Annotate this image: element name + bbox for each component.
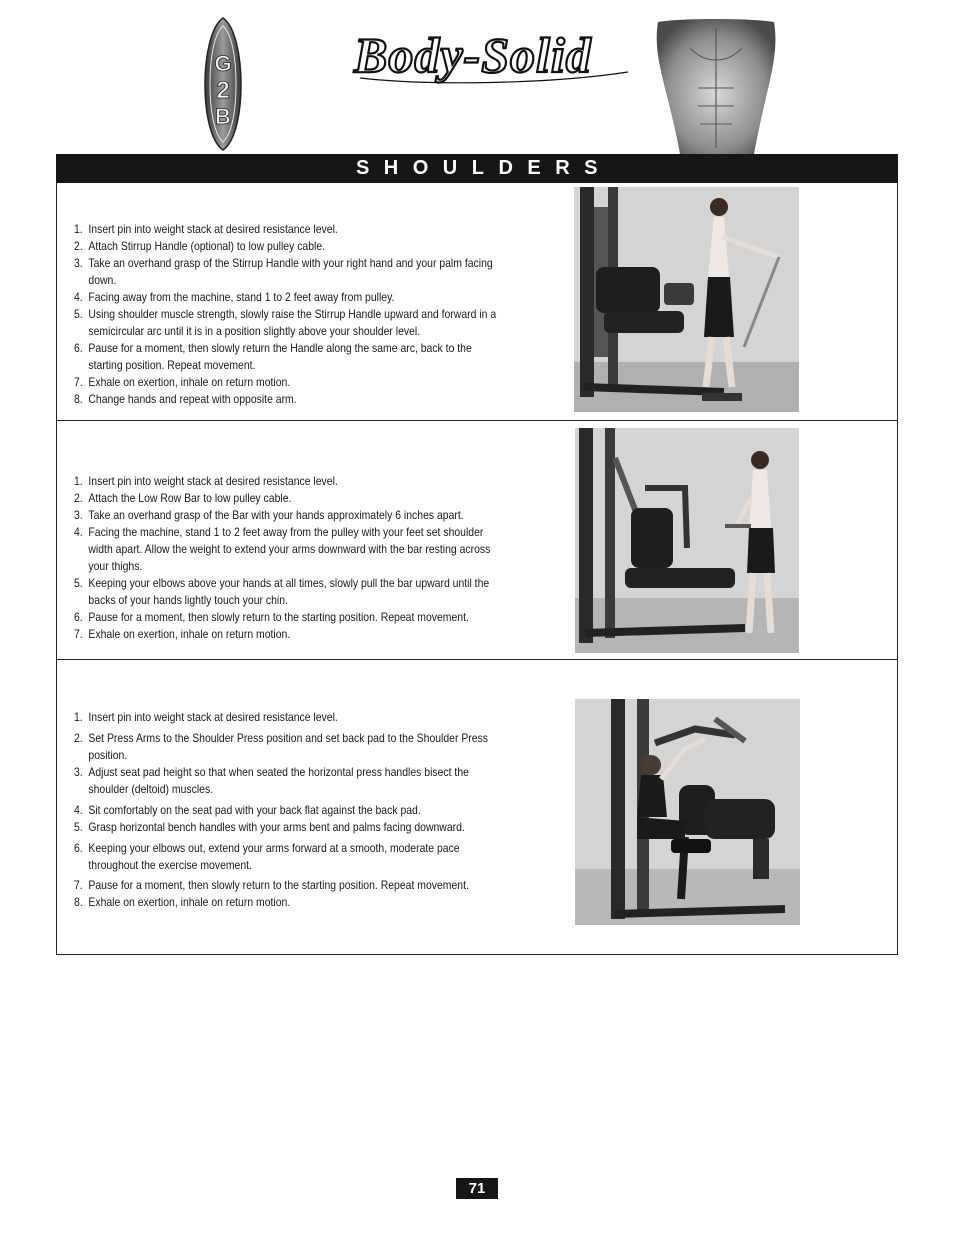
step-item: 4. Facing away from the machine, stand 1 to 2 feet away from pulley. [74,291,395,304]
step-item: 5. Using shoulder muscle strength, slowly raise the Stirrup Handle upward and forward in a semicircular arc until it is in a position slightly above your shoulder level. [74,308,497,338]
step-item: 2. Set Press Arms to the Shoulder Press position and set back pad to the Shoulder Press position. [74,732,489,762]
section-title-bar [56,154,898,183]
step-item: 6. Pause for a moment, then slowly return the Handle along the same arc, back to the starting position. Repeat movement. [74,342,472,372]
exercise-3-photo [575,699,800,925]
step-item: 7. Exhale on exertion, inhale on return motion. [74,376,291,389]
step-item: 7. Exhale on exertion, inhale on return motion. [74,628,291,641]
svg-text:2: 2 [216,77,230,104]
step-item: 5. Grasp horizontal bench handles with your arms bent and palms facing downward. [74,821,465,834]
step-item: 1. Insert pin into weight stack at desired resistance level. [74,223,338,236]
step-item: 3. Adjust seat pad height so that when seated the horizontal press handles bisect the shoulder (deltoid) muscles. [74,766,469,796]
step-item: 7. Pause for a moment, then slowly return to the starting position. Repeat movement. [74,879,469,892]
step-item: 2. Attach the Low Row Bar to low pulley cable. [74,492,292,505]
exercise-2-steps [74,473,506,643]
page-number: 71 [456,1178,498,1199]
step-item: 1. Insert pin into weight stack at desired resistance level. [74,711,338,724]
exercise-2-photo [575,428,799,653]
exercise-3-steps [74,709,506,911]
row-divider [56,420,898,421]
torso-photo [650,18,782,154]
row-divider [56,659,898,660]
g2b-logo [203,16,243,152]
step-item: 2. Attach Stirrup Handle (optional) to low pulley cable. [74,240,326,253]
step-item: 6. Pause for a moment, then slowly return to the starting position. Repeat movement. [74,611,469,624]
svg-text:Body-Solid: Body-Solid [354,27,592,83]
step-item: 1. Insert pin into weight stack at desired resistance level. [74,475,338,488]
gym-machine-photo [575,699,800,925]
svg-text:G: G [214,51,232,76]
torso-image [650,18,782,154]
step-item: 3. Take an overhand grasp of the Stirrup Handle with your right hand and your palm facing down. [74,257,493,287]
gym-machine-photo [574,187,799,412]
exercise-1-photo [574,187,799,412]
body-solid-wordmark [350,22,635,94]
page-header [0,0,954,155]
step-item: 4. Sit comfortably on the seat pad with your back flat against the back pad. [74,804,421,817]
step-item: 3. Take an overhand grasp of the Bar with your hands approximately 6 inches apart. [74,509,464,522]
g2b-logo-graphic [203,16,243,152]
exercise-1-steps [74,221,506,408]
step-item: 4. Facing the machine, stand 1 to 2 feet away from the pulley with your feet set shoulder width apart. Allow the weight to extend your arms downward with the bar resting across your thighs. [74,526,491,573]
step-item: 5. Keeping your elbows above your hands at all times, slowly pull the bar upward until the backs of your hands lightly touch your chin. [74,577,490,607]
step-item: 8. Change hands and repeat with opposite arm. [74,393,297,406]
step-item: 6. Keeping your elbows out, extend your arms forward at a smooth, moderate pace throughout the exercise movement. [74,842,460,872]
gym-machine-photo [575,428,799,653]
step-item: 8. Exhale on exertion, inhale on return motion. [74,896,291,909]
svg-text:B: B [215,104,231,129]
section-title: SHOULDERS [355,157,613,179]
body-solid-logo [350,22,635,94]
